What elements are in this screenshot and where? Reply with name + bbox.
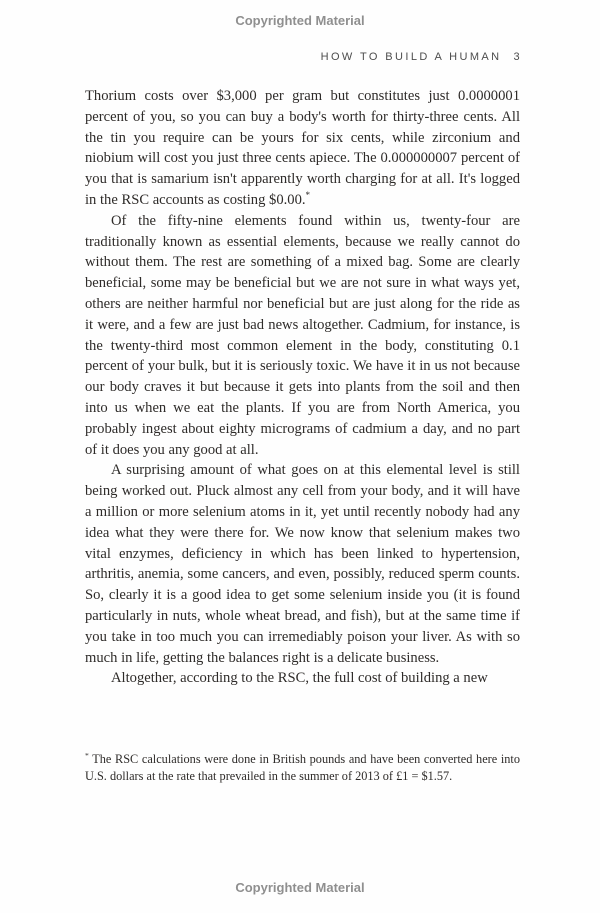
paragraph-thorium-cost — [85, 86, 520, 211]
copyright-watermark-top: Copyrighted Material — [235, 13, 365, 28]
running-header — [85, 51, 522, 63]
body-text — [85, 86, 520, 689]
paragraph-text: Thorium costs over $3,000 per gram but constitutes just 0.0000001 percent of you, so you can buy a body's worth for thirty-three cents. All the tin you require can be yours for six cents, while zirconium and niobium will cost you just three cents apiece. The 0.000000007 percent of you that is samarium isn't apparently worth charging for at all. It's logged in the RSC accounts as costing $0.00. — [85, 88, 520, 208]
paragraph-essential-elements: Of the fifty-nine elements found within us, twenty-four are traditionally known as essential elements, because we really cannot do without them. The rest are something of a mixed bag. Some are clearly beneficial, some may be beneficial but we are not sure in what ways yet, others are neither harmful nor beneficial but are just along for the ride as it were, and a few are just bad news altogether. Cadmium, for instance, is the twenty-third most common element in the body, constituting 0.1 percent of your bulk, but it is seriously toxic. We have it in us not because our body craves it but because it gets into plants from the soil and then into us when we eat the plants. If you are from North America, you probably ingest about eighty micrograms of cadmium a day, and no part of it does you any good at all. — [85, 212, 520, 458]
footnote-marker-inline: * — [305, 190, 311, 201]
running-title: HOW TO BUILD A HUMAN — [320, 51, 502, 63]
footnote-text: The RSC calculations were done in British pounds and have been converted here into U.S. dollars at the rate that prevailed in the summer of 2013 of £1 = $1.57. — [85, 752, 520, 783]
paragraph-selenium: A surprising amount of what goes on at this elemental level is still being worked out. Pluck almost any cell from your body, and it will have a million or more selenium atoms in it, yet until recently nobody had any idea what they were there for. We now know that selenium makes two vital enzymes, deficiency in which has been linked to hypertension, arthritis, anemia, some cancers, and even, possibly, reduced sperm counts. So, clearly it is a good idea to get some selenium inside you (it is found particularly in nuts, whole wheat bread, and fish), but at the same time if you take in too much you can irremediably poison your liver. As with so much in life, getting the balances right is a delicate business. — [85, 462, 520, 666]
footnote-marker: * — [85, 750, 89, 760]
copyright-watermark-bottom: Copyrighted Material — [235, 880, 365, 895]
footnote — [85, 751, 520, 785]
paragraph-altogether: Altogether, according to the RSC, the full cost of building a new — [111, 670, 488, 687]
page-number: 3 — [513, 51, 522, 63]
